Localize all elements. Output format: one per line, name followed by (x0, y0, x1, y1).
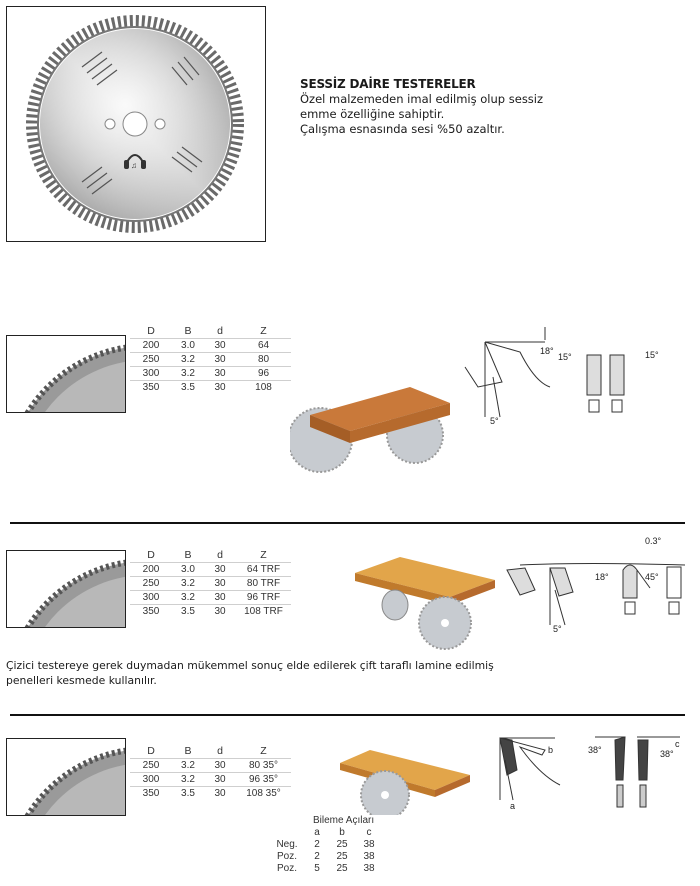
angle-label: 45° (645, 572, 659, 582)
cell: 30 (204, 787, 236, 801)
angle-label: 38° (660, 749, 674, 759)
cell: 96 35° (236, 773, 291, 787)
angle-label: 38° (588, 745, 602, 755)
col-header-d: d (217, 325, 223, 337)
sharpening-title: Bileme Açıları (313, 815, 375, 826)
hero-saw-blade-image (6, 6, 266, 242)
cell: 3.5 (172, 605, 204, 619)
table-row (130, 773, 291, 787)
intro-line: emme özelliğine sahiptir. (300, 107, 445, 121)
cell: 250 (130, 353, 172, 367)
cell: 3.5 (172, 381, 204, 395)
cell: 108 (236, 381, 291, 395)
cell: 96 TRF (236, 591, 291, 605)
table-row (130, 591, 291, 605)
table-row (130, 759, 291, 773)
angle-label: 18° (595, 572, 609, 582)
cell: 300 (130, 591, 172, 605)
cell: 250 (130, 577, 172, 591)
blade-thumbnail-2 (6, 550, 126, 628)
cell: 30 (204, 563, 236, 577)
intro-line: Çalışma esnasında sesi %50 azaltır. (300, 122, 505, 136)
table-row (268, 850, 382, 862)
table-row (268, 862, 382, 874)
section-divider (10, 714, 685, 716)
cell: 30 (204, 759, 236, 773)
saw-blade-icon (7, 7, 264, 240)
table-row (130, 339, 291, 353)
cell: 30 (204, 577, 236, 591)
cell: 350 (130, 787, 172, 801)
cell: 5 (314, 862, 320, 874)
cell: 80 TRF (236, 577, 291, 591)
cell: 96 (236, 367, 291, 381)
cell: 30 (204, 339, 236, 353)
angle-label: b (548, 745, 554, 755)
cell: 3.2 (172, 773, 204, 787)
cell: 38 (363, 838, 375, 850)
cell: 30 (204, 605, 236, 619)
col-header-D: D (147, 549, 155, 561)
cell: Poz. (276, 850, 297, 862)
svg-text:♫: ♫ (131, 161, 137, 170)
angle-label: 5° (490, 416, 499, 426)
cell: 350 (130, 381, 172, 395)
section-divider (10, 522, 685, 524)
cell: 2 (314, 838, 320, 850)
col-header-d: d (217, 745, 223, 757)
cell: 25 (336, 850, 348, 862)
cell: 2 (314, 850, 320, 862)
spec-table-1 (130, 325, 291, 394)
tooth-angle-diagram-2 (495, 530, 695, 640)
header-cell: b (339, 826, 345, 838)
cell: 3.2 (172, 353, 204, 367)
table-row (130, 563, 291, 577)
sharpening-angles (268, 815, 382, 874)
cell: 30 (204, 353, 236, 367)
intro-text-block (300, 77, 560, 137)
spec-table-2 (130, 549, 291, 618)
col-header-D: D (147, 745, 155, 757)
col-header-B: B (184, 325, 192, 337)
saw-blade-icon (7, 336, 125, 412)
angle-label: 15° (558, 352, 572, 362)
table-row (130, 381, 291, 395)
cell: Neg. (276, 838, 298, 850)
table-row (130, 605, 291, 619)
cell: 30 (204, 773, 236, 787)
cell: 25 (336, 838, 348, 850)
intro-line: Özel malzemeden imal edilmiş olup sessiz (300, 92, 544, 106)
angle-label: 5° (553, 624, 562, 634)
cell: 30 (204, 367, 236, 381)
section-2-description (6, 658, 496, 688)
spec-table-3 (130, 745, 291, 800)
cell: 30 (204, 591, 236, 605)
col-header-D: D (147, 325, 155, 337)
cell: 3.2 (172, 367, 204, 381)
cell: 200 (130, 563, 172, 577)
angle-label: a (510, 801, 516, 810)
cell: 38 (363, 850, 375, 862)
angle-label: 15° (645, 350, 659, 360)
cell: 64 TRF (236, 563, 291, 577)
col-header-B: B (184, 745, 192, 757)
cell: Poz. (276, 862, 297, 874)
header-cell: c (366, 826, 372, 838)
table-row (268, 838, 382, 850)
cell: 3.2 (172, 759, 204, 773)
cell: 200 (130, 339, 172, 353)
cell: 300 (130, 367, 172, 381)
angle-label: c (675, 739, 680, 749)
tooth-angle-diagram-3 (480, 725, 690, 810)
header-cell: a (314, 826, 320, 838)
table-row (130, 367, 291, 381)
cell: 250 (130, 759, 172, 773)
cell: 108 35° (236, 787, 291, 801)
cell: 80 35° (236, 759, 291, 773)
col-header-Z: Z (260, 745, 267, 757)
header-cell (268, 826, 306, 838)
cell: 64 (236, 339, 291, 353)
tooth-angle-diagram-1 (460, 322, 680, 432)
cell: 108 TRF (236, 605, 291, 619)
description-line: penelleri kesmede kullanılır. (6, 674, 157, 687)
cell: 3.2 (172, 591, 204, 605)
blade-thumbnail-1 (6, 335, 126, 413)
board-single-blade-illustration (335, 745, 475, 815)
angle-label: 18° (540, 346, 554, 356)
col-header-d: d (217, 549, 223, 561)
cell: 3.0 (172, 339, 204, 353)
cell: 80 (236, 353, 291, 367)
col-header-B: B (184, 549, 192, 561)
cell: 350 (130, 605, 172, 619)
board-two-blades-illustration (290, 385, 450, 480)
cell: 300 (130, 773, 172, 787)
blade-thumbnail-3 (6, 738, 126, 816)
board-scoring-blade-illustration (350, 555, 500, 655)
table-row (130, 353, 291, 367)
saw-blade-icon (7, 739, 125, 815)
cell: 25 (336, 862, 348, 874)
angle-label: 0.3° (645, 536, 662, 546)
cell: 3.0 (172, 563, 204, 577)
cell: 3.2 (172, 577, 204, 591)
table-row (130, 787, 291, 801)
description-line: Çizici testereye gerek duymadan mükemmel sonuç elde edilerek çift taraflı lamine edilmiş (6, 659, 494, 672)
table-row (130, 577, 291, 591)
product-title: SESSİZ DAİRE TESTERELER (300, 77, 476, 91)
cell: 38 (363, 862, 375, 874)
col-header-Z: Z (260, 325, 267, 337)
col-header-Z: Z (260, 549, 267, 561)
cell: 30 (204, 381, 236, 395)
saw-blade-icon (7, 551, 125, 627)
cell: 3.5 (172, 787, 204, 801)
